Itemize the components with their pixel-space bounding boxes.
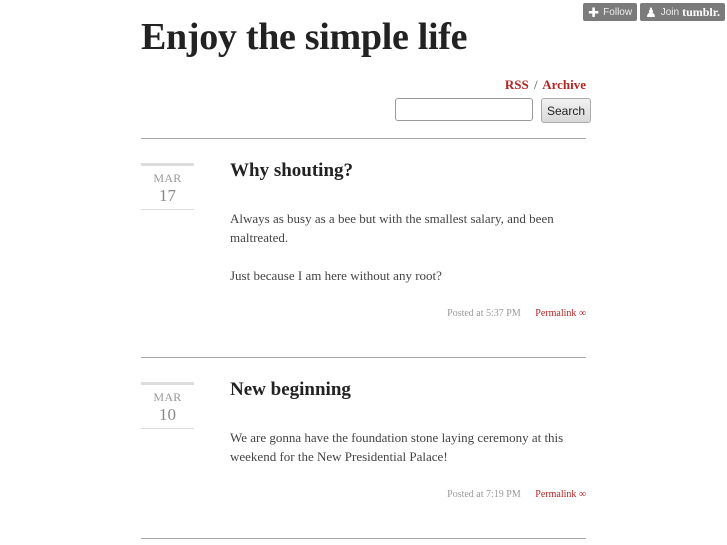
post-paragraph: We are gonna have the foundation stone laying ceremony at this weekend for the New Presidential Palace! (230, 430, 564, 464)
post-day: 17 (159, 186, 176, 205)
follow-label: Follow (603, 6, 633, 18)
link-separator: / (534, 77, 538, 92)
join-label: Join (660, 6, 680, 18)
user-icon: ♟ (645, 4, 657, 20)
follow-button[interactable] (583, 3, 637, 21)
post-timestamp: Posted at 5:37 PM (447, 308, 521, 319)
post-paragraph: Always as busy as a bee but with the smallest salary, and been maltreated. (230, 211, 554, 245)
post-meta (447, 308, 586, 319)
post-body (230, 428, 586, 485)
divider (141, 357, 586, 358)
post-month: MAR (153, 390, 182, 404)
blog-title[interactable]: Enjoy the simple life (141, 16, 468, 58)
post-month: MAR (153, 171, 182, 185)
rss-link[interactable]: RSS (504, 77, 529, 92)
post-day: 10 (159, 405, 176, 424)
tumblr-logo: tumblr. (682, 4, 720, 19)
post-body (230, 209, 586, 304)
post-date (141, 382, 194, 429)
post-title[interactable]: Why shouting? (230, 160, 354, 181)
post-meta (447, 489, 586, 500)
post-title[interactable]: New beginning (230, 379, 351, 400)
permalink-link[interactable]: Permalink ∞ (535, 489, 586, 500)
post-paragraph: Just because I am here without any root? (230, 268, 442, 283)
post-timestamp: Posted at 7:19 PM (447, 489, 521, 500)
plus-icon: ✚ (588, 4, 600, 20)
join-tumblr-button[interactable] (640, 3, 725, 21)
search-form (395, 98, 591, 123)
archive-link[interactable]: Archive (542, 77, 586, 92)
search-input[interactable] (395, 98, 533, 121)
header-links (505, 77, 586, 93)
permalink-link[interactable]: Permalink ∞ (535, 308, 586, 319)
search-button[interactable]: Search (541, 98, 591, 123)
divider (141, 138, 586, 139)
tumblr-controls (583, 3, 725, 21)
divider (141, 538, 586, 539)
post-date (141, 163, 194, 210)
